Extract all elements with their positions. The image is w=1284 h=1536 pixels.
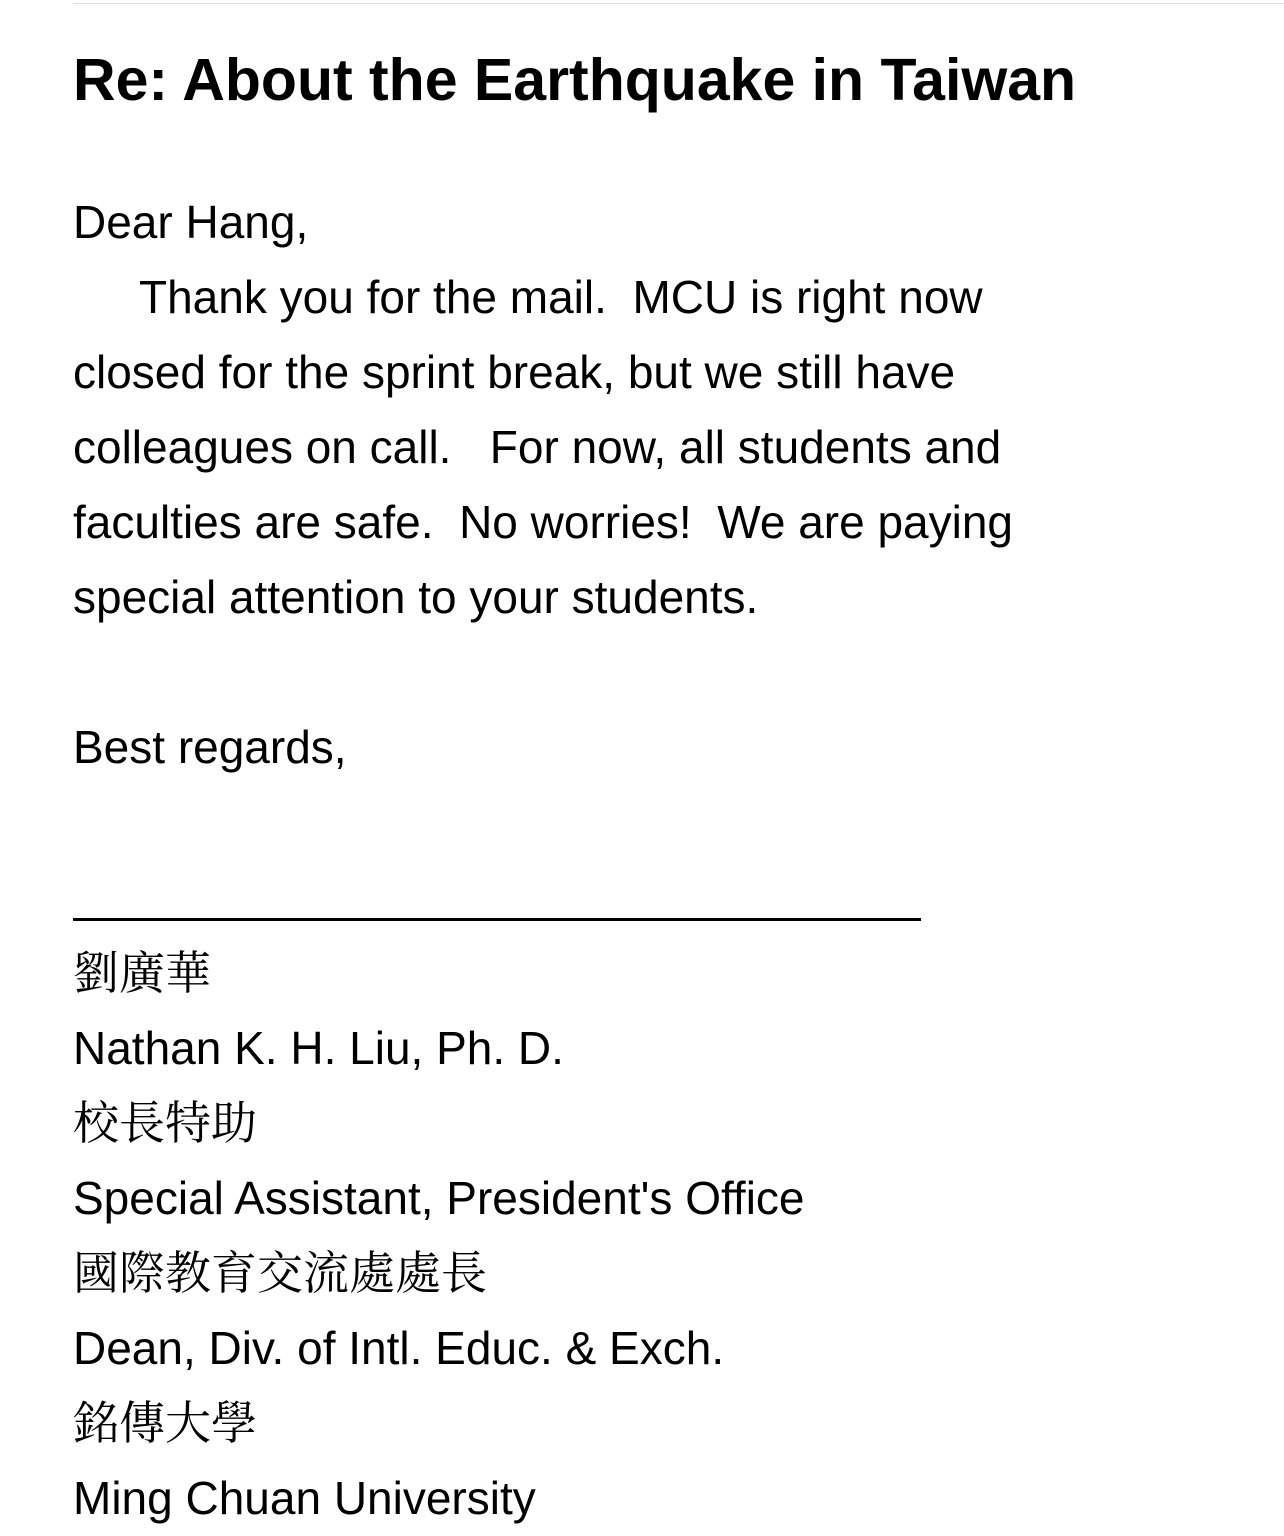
body-line: faculties are safe. No worries! We are paying bbox=[73, 496, 1014, 548]
signature-title: Special Assistant, President's Office bbox=[73, 1172, 805, 1224]
signature-organization-chinese: 銘傳大學 bbox=[73, 1396, 257, 1450]
signature-title-chinese: 國際教育交流處處長 bbox=[73, 1246, 487, 1300]
body-line: special attention to your students. bbox=[73, 571, 759, 623]
email-subject: Re: About the Earthquake in Taiwan bbox=[73, 47, 1077, 113]
body-line: closed for the sprint break, but we still have bbox=[73, 346, 956, 398]
signature-name-chinese: 劉廣華 bbox=[73, 946, 211, 1000]
signature-name: Nathan K. H. Liu, Ph. D. bbox=[73, 1022, 564, 1074]
email-signature bbox=[73, 936, 805, 1536]
body-line: Thank you for the mail. MCU is right now bbox=[139, 271, 983, 323]
email-closing: Best regards, bbox=[73, 721, 347, 773]
body-line: colleagues on call. For now, all students and bbox=[73, 421, 1002, 473]
signature-title-chinese: 校長特助 bbox=[73, 1096, 257, 1150]
signature-organization: Ming Chuan University bbox=[73, 1472, 536, 1524]
email-greeting: Dear Hang, bbox=[73, 196, 309, 248]
email-body-paragraph bbox=[73, 260, 1223, 635]
top-divider bbox=[73, 3, 1284, 4]
signature-title: Dean, Div. of Intl. Educ. & Exch. bbox=[73, 1322, 725, 1374]
signature-divider bbox=[73, 918, 921, 921]
